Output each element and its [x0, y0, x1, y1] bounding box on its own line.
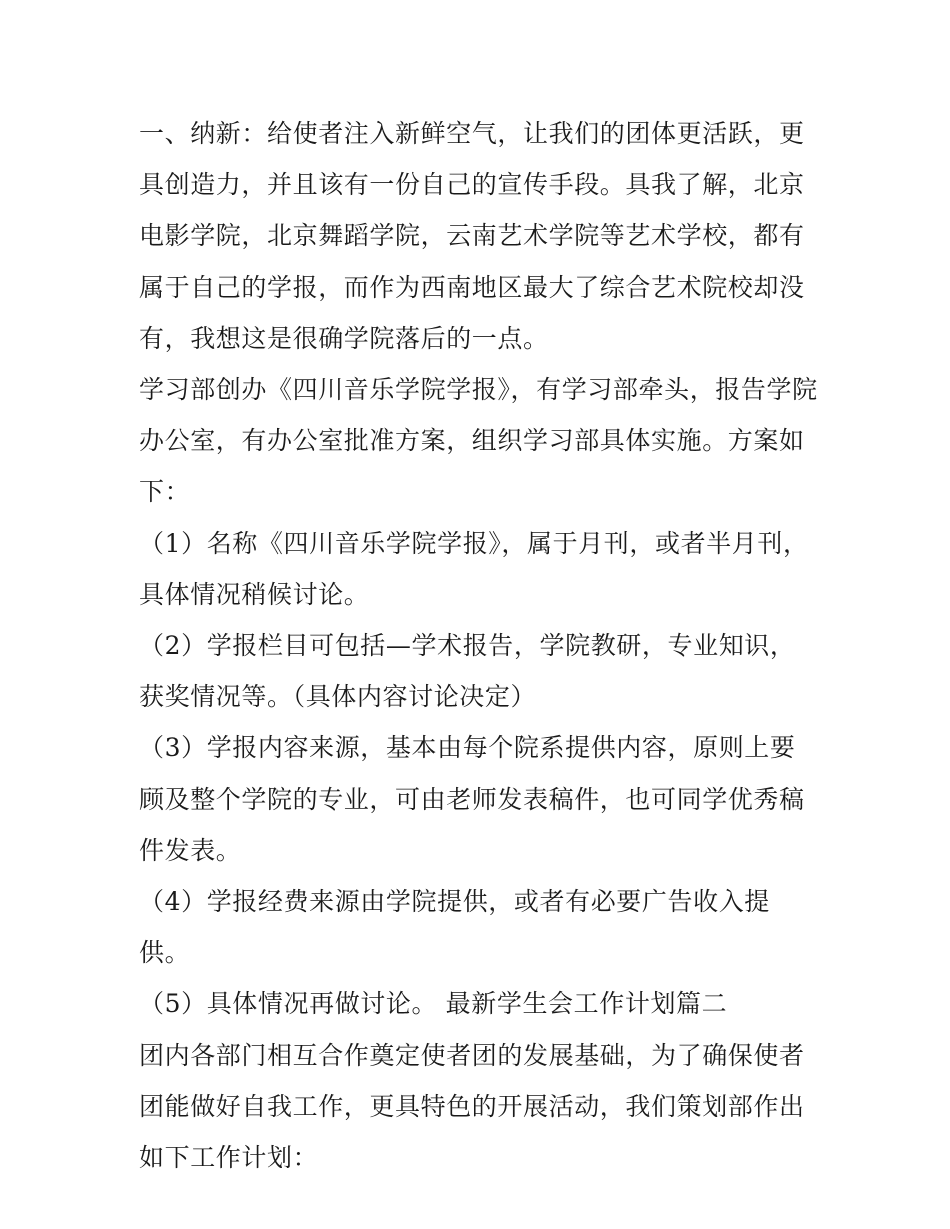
- paragraph-journal-founding: 学习部创办《四川音乐学院学报》，有学习部牵头，报告学院办公室，有办公室批准方案，组织学习部具体实施。方案如下：: [139, 375, 818, 507]
- paragraph-item-5-details: （5）具体情况再做讨论。 最新学生会工作计划篇二: [139, 989, 728, 1019]
- document-body: [139, 108, 819, 1183]
- paragraph-work-plan: 团内各部门相互合作奠定使者团的发展基础，为了确保使者团能做好自我工作，更具特色的开展活动，我们策划部作出如下工作计划：: [139, 1040, 805, 1173]
- paragraph-item-2-columns: （2）学报栏目可包括—学术报告，学院教研，专业知识，获奖情况等。（具体内容讨论决定）: [139, 631, 796, 712]
- paragraph-recruitment: 一、纳新：给使者注入新鲜空气，让我们的团体更活跃，更具创造力，并且该有一份自己的宣传手段。具我了解，北京电影学院，北京舞蹈学院，云南艺术学院等艺术学校，都有属于自己的学报，而作为西南地区最大了综合艺术院校却没有，我想这是很确学院落后的一点。: [139, 119, 805, 353]
- paragraph-item-3-sources: （3）学报内容来源，基本由每个院系提供内容，原则上要顾及整个学院的专业，可由老师发表稿件，也可同学优秀稿件发表。: [139, 733, 805, 865]
- paragraph-item-1-name: （1）名称《四川音乐学院学报》，属于月刊，或者半月刊，具体情况稍候讨论。: [139, 528, 809, 609]
- paragraph-item-4-funding: （4）学报经费来源由学院提供，或者有必要广告收入提供。: [139, 887, 770, 968]
